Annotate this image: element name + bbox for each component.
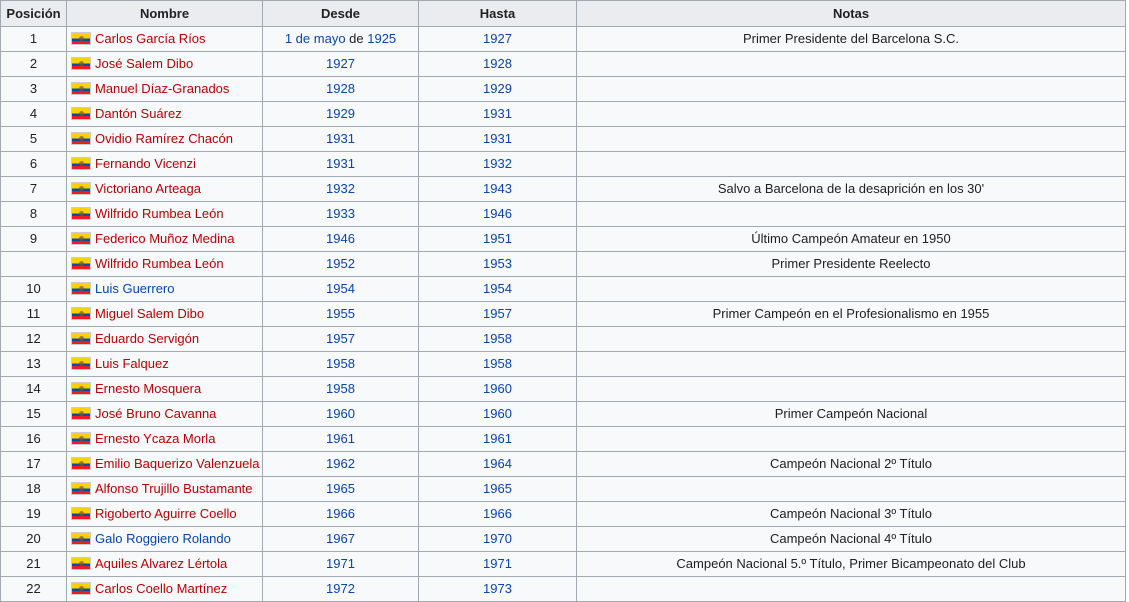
- year-link[interactable]: 1960: [483, 406, 512, 421]
- year-link[interactable]: 1931: [483, 131, 512, 146]
- year-link[interactable]: 1971: [483, 556, 512, 571]
- cell-notas: [577, 577, 1126, 602]
- cell-posicion: 4: [1, 102, 67, 127]
- cell-posicion: [1, 252, 67, 277]
- cell-posicion: 16: [1, 427, 67, 452]
- cell-posicion: 7: [1, 177, 67, 202]
- year-link[interactable]: 1967: [326, 531, 355, 546]
- cell-hasta: [419, 27, 577, 52]
- ecuador-flag-icon: [71, 207, 91, 220]
- table-row: [1, 202, 1126, 227]
- cell-desde: [263, 502, 419, 527]
- cell-posicion: 10: [1, 277, 67, 302]
- cell-desde: [263, 452, 419, 477]
- ecuador-flag-icon: [71, 282, 91, 295]
- year-link[interactable]: 1933: [326, 206, 355, 221]
- year-link[interactable]: 1973: [483, 581, 512, 596]
- cell-notas: Primer Campeón Nacional: [577, 402, 1126, 427]
- date-connector: de: [345, 31, 368, 46]
- year-link[interactable]: 1965: [483, 481, 512, 496]
- cell-notas: Último Campeón Amateur en 1950: [577, 227, 1126, 252]
- year-link[interactable]: 1931: [483, 106, 512, 121]
- table-row: [1, 277, 1126, 302]
- president-name-link[interactable]: José Salem Dibo: [95, 56, 194, 71]
- cell-posicion: 13: [1, 352, 67, 377]
- ecuador-flag-icon: [71, 57, 91, 70]
- cell-nombre: [67, 302, 263, 327]
- cell-nombre: [67, 402, 263, 427]
- cell-nombre: [67, 527, 263, 552]
- cell-hasta: [419, 402, 577, 427]
- table-header-row: [1, 1, 1126, 27]
- cell-hasta: [419, 252, 577, 277]
- cell-posicion: 19: [1, 502, 67, 527]
- year-link[interactable]: 1960: [483, 381, 512, 396]
- president-name-link[interactable]: Fernando Vicenzi: [95, 156, 196, 171]
- ecuador-flag-icon: [71, 407, 91, 420]
- cell-desde: [263, 327, 419, 352]
- cell-nombre: [67, 252, 263, 277]
- cell-notas: Primer Campeón en el Profesionalismo en 1955: [577, 302, 1126, 327]
- cell-hasta: [419, 477, 577, 502]
- year-link[interactable]: 1931: [326, 131, 355, 146]
- year-link[interactable]: 1953: [483, 256, 512, 271]
- ecuador-flag-icon: [71, 332, 91, 345]
- year-link[interactable]: 1928: [483, 56, 512, 71]
- year-link[interactable]: 1958: [483, 331, 512, 346]
- column-header-desde[interactable]: Desde: [263, 1, 419, 27]
- cell-notas: [577, 202, 1126, 227]
- ecuador-flag-icon: [71, 32, 91, 45]
- cell-posicion: 1: [1, 27, 67, 52]
- ecuador-flag-icon: [71, 107, 91, 120]
- year-link[interactable]: 1971: [326, 556, 355, 571]
- cell-desde: [263, 102, 419, 127]
- cell-desde: [263, 127, 419, 152]
- ecuador-flag-icon: [71, 507, 91, 520]
- table-row: [1, 552, 1126, 577]
- year-link[interactable]: 1957: [326, 331, 355, 346]
- ecuador-flag-icon: [71, 457, 91, 470]
- cell-notas: [577, 77, 1126, 102]
- year-link[interactable]: 1932: [483, 156, 512, 171]
- cell-notas: Campeón Nacional 4º Título: [577, 527, 1126, 552]
- ecuador-flag-icon: [71, 307, 91, 320]
- cell-nombre: [67, 177, 263, 202]
- cell-nombre: [67, 577, 263, 602]
- year-link[interactable]: 1946: [483, 206, 512, 221]
- cell-desde: [263, 77, 419, 102]
- cell-hasta: [419, 302, 577, 327]
- cell-notas: Campeón Nacional 3º Título: [577, 502, 1126, 527]
- ecuador-flag-icon: [71, 357, 91, 370]
- cell-notas: [577, 427, 1126, 452]
- president-name-link[interactable]: Emilio Baquerizo Valenzuela: [95, 456, 260, 471]
- cell-nombre: [67, 552, 263, 577]
- cell-desde: [263, 402, 419, 427]
- year-link[interactable]: 1927: [483, 31, 512, 46]
- cell-desde: [263, 477, 419, 502]
- table-row: [1, 252, 1126, 277]
- year-link[interactable]: 1966: [483, 506, 512, 521]
- cell-desde: [263, 27, 419, 52]
- president-name-link[interactable]: José Bruno Cavanna: [95, 406, 217, 421]
- cell-posicion: 6: [1, 152, 67, 177]
- ecuador-flag-icon: [71, 432, 91, 445]
- year-link[interactable]: 1929: [483, 81, 512, 96]
- year-link[interactable]: 1946: [326, 231, 355, 246]
- year-link[interactable]: 1928: [326, 81, 355, 96]
- cell-notas: [577, 377, 1126, 402]
- cell-nombre: [67, 152, 263, 177]
- cell-desde: [263, 227, 419, 252]
- cell-nombre: [67, 202, 263, 227]
- cell-notas: [577, 127, 1126, 152]
- cell-posicion: 8: [1, 202, 67, 227]
- year-link[interactable]: 1927: [326, 56, 355, 71]
- table-row: [1, 102, 1126, 127]
- cell-nombre: [67, 227, 263, 252]
- cell-posicion: 15: [1, 402, 67, 427]
- president-name-link[interactable]: Eduardo Servigón: [95, 331, 200, 346]
- cell-hasta: [419, 277, 577, 302]
- cell-desde: [263, 252, 419, 277]
- cell-nombre: [67, 127, 263, 152]
- year-link[interactable]: 1961: [483, 431, 512, 446]
- president-name-link[interactable]: Federico Muñoz Medina: [95, 231, 235, 246]
- cell-notas: [577, 102, 1126, 127]
- year-link[interactable]: 1932: [326, 181, 355, 196]
- president-name-link[interactable]: Ernesto Ycaza Morla: [95, 431, 216, 446]
- cell-desde: [263, 427, 419, 452]
- cell-notas: Primer Presidente del Barcelona S.C.: [577, 27, 1126, 52]
- table-row: [1, 52, 1126, 77]
- year-link[interactable]: 1970: [483, 531, 512, 546]
- table-row: [1, 127, 1126, 152]
- cell-posicion: 3: [1, 77, 67, 102]
- cell-desde: [263, 177, 419, 202]
- cell-notas: [577, 477, 1126, 502]
- year-link[interactable]: 1954: [483, 281, 512, 296]
- cell-nombre: [67, 427, 263, 452]
- cell-hasta: [419, 202, 577, 227]
- year-link[interactable]: 1961: [326, 431, 355, 446]
- cell-notas: [577, 277, 1126, 302]
- cell-posicion: 11: [1, 302, 67, 327]
- table-row: [1, 377, 1126, 402]
- cell-nombre: [67, 477, 263, 502]
- year-link[interactable]: 1958: [326, 356, 355, 371]
- ecuador-flag-icon: [71, 482, 91, 495]
- table-row: [1, 177, 1126, 202]
- president-name-link[interactable]: Carlos Coello Martínez: [95, 581, 228, 596]
- cell-desde: [263, 552, 419, 577]
- year-link[interactable]: 1925: [367, 31, 397, 46]
- date-link[interactable]: 1 de mayo: [284, 31, 346, 46]
- cell-hasta: [419, 327, 577, 352]
- year-link[interactable]: 1966: [326, 506, 355, 521]
- cell-notas: [577, 327, 1126, 352]
- cell-hasta: [419, 377, 577, 402]
- cell-posicion: 18: [1, 477, 67, 502]
- year-link[interactable]: 1960: [326, 406, 355, 421]
- president-name-link[interactable]: Miguel Salem Dibo: [95, 306, 205, 321]
- cell-nombre: [67, 352, 263, 377]
- cell-desde: [263, 377, 419, 402]
- cell-nombre: [67, 327, 263, 352]
- year-link[interactable]: 1965: [326, 481, 355, 496]
- president-name-link[interactable]: Ovidio Ramírez Chacón: [95, 131, 233, 146]
- cell-nombre: [67, 102, 263, 127]
- table-row: [1, 577, 1126, 602]
- president-name-link[interactable]: Luis Guerrero: [95, 281, 175, 296]
- cell-hasta: [419, 177, 577, 202]
- cell-desde: [263, 302, 419, 327]
- ecuador-flag-icon: [71, 257, 91, 270]
- year-link[interactable]: 1955: [326, 306, 355, 321]
- year-link[interactable]: 1964: [483, 456, 512, 471]
- column-header-nombre[interactable]: Nombre: [67, 1, 263, 27]
- president-name-link[interactable]: Wilfrido Rumbea León: [95, 256, 224, 271]
- table-row: [1, 477, 1126, 502]
- year-link[interactable]: 1951: [483, 231, 512, 246]
- cell-hasta: [419, 427, 577, 452]
- table-row: [1, 327, 1126, 352]
- table-row: [1, 152, 1126, 177]
- column-header-hasta[interactable]: Hasta: [419, 1, 577, 27]
- cell-nombre: [67, 277, 263, 302]
- table-row: [1, 352, 1126, 377]
- cell-nombre: [67, 77, 263, 102]
- cell-notas: Salvo a Barcelona de la desaprición en los 30': [577, 177, 1126, 202]
- president-name-link[interactable]: Victoriano Arteaga: [95, 181, 201, 196]
- ecuador-flag-icon: [71, 382, 91, 395]
- cell-nombre: [67, 502, 263, 527]
- cell-nombre: [67, 52, 263, 77]
- year-link[interactable]: 1943: [483, 181, 512, 196]
- president-name-link[interactable]: Aquiles Alvarez Lértola: [95, 556, 228, 571]
- table-row: [1, 427, 1126, 452]
- president-name-link[interactable]: Carlos García Ríos: [95, 31, 206, 46]
- cell-desde: [263, 52, 419, 77]
- cell-desde: [263, 277, 419, 302]
- year-link[interactable]: 1929: [326, 106, 355, 121]
- cell-desde: [263, 527, 419, 552]
- cell-notas: Primer Presidente Reelecto: [577, 252, 1126, 277]
- cell-notas: [577, 52, 1126, 77]
- president-name-link[interactable]: Alfonso Trujillo Bustamante: [95, 481, 253, 496]
- cell-hasta: [419, 127, 577, 152]
- table-row: [1, 402, 1126, 427]
- cell-desde: [263, 152, 419, 177]
- cell-desde: [263, 352, 419, 377]
- cell-desde: [263, 577, 419, 602]
- table-row: [1, 452, 1126, 477]
- cell-hasta: [419, 527, 577, 552]
- president-name-link[interactable]: Galo Roggiero Rolando: [95, 531, 231, 546]
- year-link[interactable]: 1957: [483, 306, 512, 321]
- cell-nombre: [67, 27, 263, 52]
- cell-nombre: [67, 377, 263, 402]
- table-row: [1, 227, 1126, 252]
- table-row: [1, 502, 1126, 527]
- ecuador-flag-icon: [71, 582, 91, 595]
- cell-posicion: 22: [1, 577, 67, 602]
- cell-hasta: [419, 552, 577, 577]
- cell-hasta: [419, 352, 577, 377]
- ecuador-flag-icon: [71, 557, 91, 570]
- ecuador-flag-icon: [71, 132, 91, 145]
- column-header-posicion[interactable]: Posición: [1, 1, 67, 27]
- cell-hasta: [419, 452, 577, 477]
- president-name-link[interactable]: Wilfrido Rumbea León: [95, 206, 224, 221]
- cell-hasta: [419, 502, 577, 527]
- president-name-link[interactable]: Manuel Díaz-Granados: [95, 81, 230, 96]
- cell-notas: [577, 352, 1126, 377]
- year-link[interactable]: 1952: [326, 256, 355, 271]
- cell-notas: Campeón Nacional 2º Título: [577, 452, 1126, 477]
- cell-nombre: [67, 452, 263, 477]
- president-name-link[interactable]: Dantón Suárez: [95, 106, 182, 121]
- year-link[interactable]: 1958: [326, 381, 355, 396]
- table-row: [1, 302, 1126, 327]
- ecuador-flag-icon: [71, 182, 91, 195]
- ecuador-flag-icon: [71, 157, 91, 170]
- ecuador-flag-icon: [71, 82, 91, 95]
- cell-posicion: 21: [1, 552, 67, 577]
- year-link[interactable]: 1958: [483, 356, 512, 371]
- cell-hasta: [419, 52, 577, 77]
- table-row: [1, 27, 1126, 52]
- year-link[interactable]: 1931: [326, 156, 355, 171]
- cell-posicion: 5: [1, 127, 67, 152]
- cell-posicion: 14: [1, 377, 67, 402]
- president-name-link[interactable]: Luis Falquez: [95, 356, 169, 371]
- cell-hasta: [419, 152, 577, 177]
- cell-posicion: 2: [1, 52, 67, 77]
- year-link[interactable]: 1972: [326, 581, 355, 596]
- cell-hasta: [419, 577, 577, 602]
- cell-desde: [263, 202, 419, 227]
- column-header-notas[interactable]: Notas: [577, 1, 1126, 27]
- ecuador-flag-icon: [71, 232, 91, 245]
- cell-notas: [577, 152, 1126, 177]
- ecuador-flag-icon: [71, 532, 91, 545]
- president-name-link[interactable]: Ernesto Mosquera: [95, 381, 202, 396]
- table-row: [1, 527, 1126, 552]
- cell-posicion: 17: [1, 452, 67, 477]
- cell-hasta: [419, 227, 577, 252]
- cell-hasta: [419, 77, 577, 102]
- year-link[interactable]: 1954: [326, 281, 355, 296]
- cell-posicion: 9: [1, 227, 67, 252]
- year-link[interactable]: 1962: [326, 456, 355, 471]
- table-row: [1, 77, 1126, 102]
- cell-posicion: 12: [1, 327, 67, 352]
- president-name-link[interactable]: Rigoberto Aguirre Coello: [95, 506, 237, 521]
- cell-posicion: 20: [1, 527, 67, 552]
- cell-notas: Campeón Nacional 5.º Título, Primer Bicampeonato del Club: [577, 552, 1126, 577]
- cell-hasta: [419, 102, 577, 127]
